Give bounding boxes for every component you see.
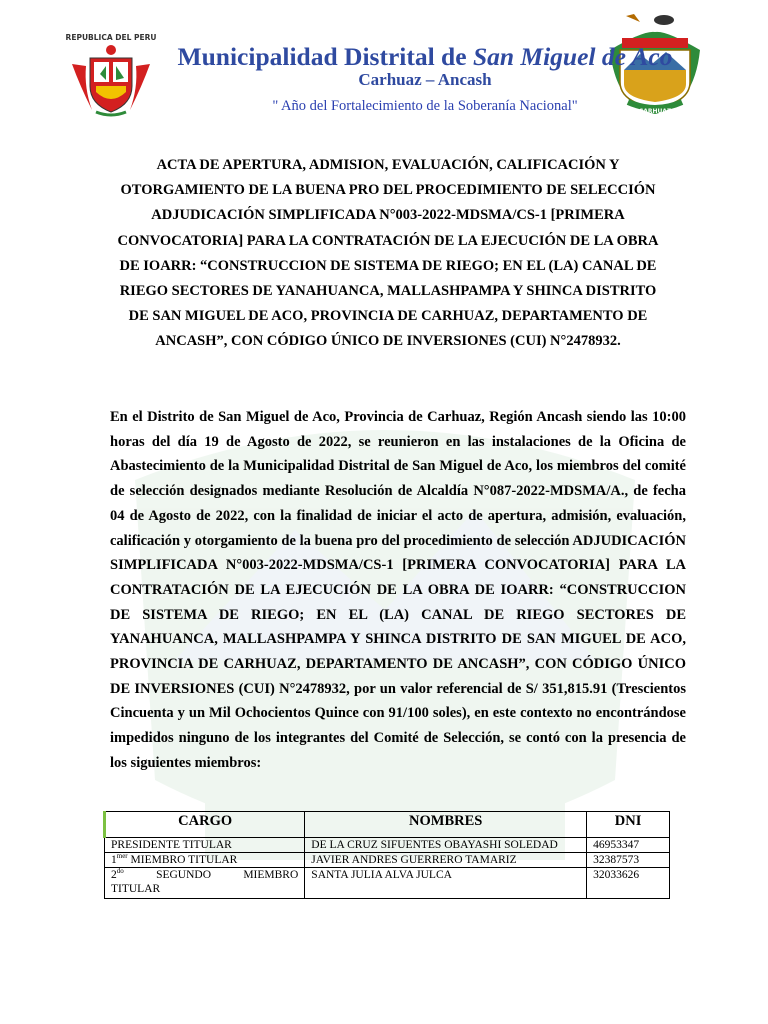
cell-cargo: $2^{do}$ SEGUNDO MIEMBRO TITULAR [105,868,305,899]
document-title: ACTA DE APERTURA, ADMISION, EVALUACIÓN, CALIFICACIÓN Y OTORGAMIENTO DE LA BUENA PRO DEL PROCEDIMIENTO DE SELECCIÓN ADJUDICACIÓN SIMPLIFICADA N°003-2022-MDSMA/CS-1 [PRIMERA CONVOCATORIA] PARA LA CONTRATACIÓN DE LA EJECUCIÓN DE LA OBRA DE IOARR: “CONSTRUCCION DE SISTEMA DE RIEGO; EN EL (LA) CANAL DE RIEGO SECTORES DE YANAHUANCA, MALLASHPAMPA Y SHINCA DISTRITO DE SAN MIGUEL DE ACO, PROVINCIA DE CARHUAZ, DEPARTAMENTO DE ANCASH”, CON CÓDIGO ÚNICO DE INVERSIONES (CUI) N°2478932. [117,157,659,350]
cell-dni: 32387573 [587,853,670,868]
cell-dni: 46953347 [587,838,670,853]
seal-text: REPUBLICA DEL PERU [66,33,156,42]
document-body: En el Distrito de San Miguel de Aco, Provincia de Carhuaz, Región Ancash siendo las 10:00 horas del día 19 de Agosto de 2022, se reunieron en las instalaciones de la Oficina de Abastecimiento de la Municipalidad Distrital de San Miguel de Aco, los miembros del comité de selección designados mediante Resolución de Alcaldía N°087-2022-MDSMA/A., de fecha 04 de Agosto de 2022, con la finalidad de iniciar el acto de apertura, admisión, evaluación, calificación y otorgamiento de la buena pro del procedimiento de selección ADJUDICACIÓN SIMPLIFICADA N°003-2022-MDSMA/CS-1 [PRIMERA CONVOCATORIA] PARA LA CONTRATACIÓN DE LA EJECUCIÓN DE LA OBRA DE IOARR: “CONSTRUCCION DE SISTEMA DE RIEGO; EN EL (LA) CANAL DE RIEGO SECTORES DE YANAHUANCA, MALLASHPAMPA Y SHINCA DISTRITO DE SAN MIGUEL DE ACO, PROVINCIA DE CARHUAZ, DEPARTAMENTO DE ANCASH”, CON CÓDIGO ÚNICO DE INVERSIONES (CUI) N°2478932, por un valor referencial de S/ 351,815.91 (Trescientos Cincuenta y un Mil Ochocientos Quince con 91/100 soles), en este contexto no encontrándose impedidos ninguno de los integrantes del Comité de Selección, se contó con la presencia de los siguientes miembros: [110,409,686,771]
table-row [105,838,670,853]
members-table [103,811,670,899]
table-row [105,853,670,868]
cell-nombres: SANTA JULIA ALVA JULCA [305,868,587,899]
table-header-row [105,812,670,838]
table-row [105,868,670,899]
column-header-cargo: CARGO [105,812,305,838]
seal-text: CARHUAZ [638,108,672,115]
cell-nombres: DE LA CRUZ SIFUENTES OBAYASHI SOLEDAD [305,838,587,853]
cell-nombres: JAVIER ANDRES GUERRERO TAMARIZ [305,853,587,868]
municipality-name: Municipalidad Distrital de San Miguel de Aco [177,42,673,71]
cell-cargo: $1^{mer}$ MIEMBRO TITULAR [105,853,305,868]
column-header-nombres: NOMBRES [305,812,587,838]
cell-cargo: PRESIDENTE TITULAR [105,838,305,853]
cell-dni: 32033626 [587,868,670,899]
year-motto: " Año del Fortalecimiento de la Soberanía Nacional" [272,98,578,114]
location-subtitle: Carhuaz – Ancash [358,70,492,89]
column-header-dni: DNI [587,812,670,838]
